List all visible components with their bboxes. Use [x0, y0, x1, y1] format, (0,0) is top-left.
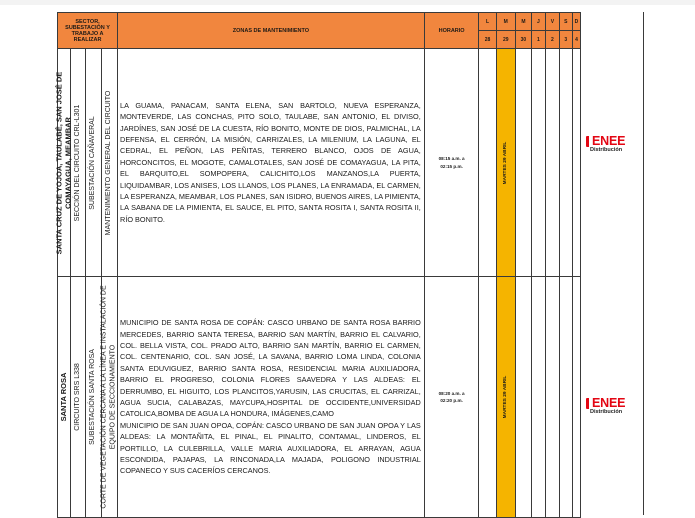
work-cell [101, 277, 117, 518]
substation-cell [85, 277, 101, 518]
sector-text: SANTA ROSA [58, 372, 68, 422]
time-end: 02:20 p.m. [440, 398, 463, 403]
enee-logo [586, 136, 625, 153]
zones-paragraph: MUNICIPIO DE SAN JUAN OPOA, COPÁN: CASCO URBANO DE SAN JUAN OPOA Y LAS ALDEAS: LA MONTAÑITA, EL PINAL, EL PINALITO, CONTAMAL, LINDEROS, EL PORTILLO, LA CULEBRILLA, VALLE MARIA AUXILIADORA, EL ARRAYAN, AGUA ESCONDIDA, PAJAPAS, LA RINCONADA,LA MAJADA, POLIGONO INDUSTRIAL COPANECO Y SUS CACERÍOS CERCANOS. [120, 420, 421, 476]
work-text: CORTE DE VEGETACIÓN CERCANA A LA LÍNEA E INSTALACIÓN DE EQUIPO DE SECCIONAMIENTO [100, 285, 117, 509]
time-start: 08:15 a.m. a [438, 156, 465, 161]
substation-text: SUBESTACIÓN CAÑAVERAL [89, 115, 97, 210]
table-row [58, 277, 643, 518]
substation-cell [85, 49, 101, 277]
enee-logo-mark-icon [586, 136, 591, 147]
header-day-number: 30 [515, 31, 531, 49]
header-day-letter: M [515, 13, 531, 31]
enee-logo-mark-icon [586, 398, 591, 409]
logo-subtitle: Distribución [590, 147, 623, 153]
day-cell [559, 49, 572, 277]
date-label: MARTES 29 ABRIL [502, 141, 508, 184]
work-cell [101, 49, 117, 277]
time-start: 08:20 a.m. a [438, 390, 465, 396]
sector-text: SANTA CRUZ DE YOJOA, TAULABÉ, SAN JOSÉ DE COMAYAGUA, MEAMBAR [54, 71, 72, 254]
schedule-time-cell [424, 277, 479, 518]
circuit-cell [70, 277, 85, 518]
header-day-number: 1 [531, 31, 545, 49]
header-day-letter: S [559, 13, 572, 31]
circuit-text: CIRCUITO SRS L338 [73, 363, 81, 431]
table-row [58, 49, 643, 277]
schedule-time-cell [424, 49, 479, 277]
page-top-strip [0, 0, 695, 5]
header-day-letter: V [545, 13, 559, 31]
day-cell [545, 49, 559, 277]
day-cell [545, 277, 559, 518]
header-sector: SECTOR, SUBESTACIÓN Y TRABAJO A REALIZAR [58, 13, 118, 49]
header-day-letter: D [572, 13, 581, 31]
logo-column [581, 13, 642, 518]
header-day-letter: L [479, 13, 496, 31]
header-day-letter: M [496, 13, 515, 31]
header-day-number: 28 [479, 31, 496, 49]
circuit-text: SECCIÓN DEL CIRCUITO CRL-L301 [73, 104, 81, 221]
day-cell [479, 49, 496, 277]
day-cell [531, 277, 545, 518]
day-cell [515, 49, 531, 277]
enee-logo [586, 398, 625, 415]
day-cell [572, 49, 581, 277]
table-right-border [643, 12, 644, 515]
logo-subtitle: Distribución [590, 409, 623, 415]
day-cell-highlighted [496, 277, 515, 518]
date-label: MARTES 29 ABRIL [502, 375, 508, 419]
day-cell [515, 277, 531, 518]
zones-cell [118, 277, 425, 518]
sector-cell [54, 49, 72, 277]
day-cell [572, 277, 581, 518]
circuit-cell [70, 49, 85, 277]
sector-cell [58, 277, 71, 518]
header-zonas: ZONAS DE MANTENIMIENTO [118, 13, 425, 49]
day-cell [559, 277, 572, 518]
header-horario: HORARIO [424, 13, 479, 49]
header-day-letter: J [531, 13, 545, 31]
day-cell-highlighted [496, 49, 515, 277]
logo-name: ENEE [592, 134, 626, 148]
zones-paragraph: LA GUAMA, PANACAM, SANTA ELENA, SAN BARTOLO, NUEVA ESPERANZA, MONTEVERDE, LAS CONCHAS, PITO SOLO, TAULABE, SAN ANTONIO, EL DIVISO, JARDÍNES, SAN JOSÉ DE LA CUESTA, RÍO BONITO, MONTE DE DIOS, PALMICHAL, LA DEFENSA, EL CERRÓN, LA MISIÓN, CARRIZALES, LA MILENIUM, LA LAGUNA, EL CEDRAL, EL PEÑON, LAS PEÑITAS, TERRERO BLANCO, OJOS DE AGUA, HORCONCITOS, EL MOGOTE, CAMALOTALES, SAN JOSÉ DE COMAYAGUA, LA PITA, EL BARQUITO,EL SOMPOPERA, CALICHITO,LOS MANZANOS,LA PUERTA, LIQUIDAMBAR, LOS ANISES, LOS LLANOS, LOS PLANES, LA ENRAMADA, EL CARMEN, LA ESPERANZA, MEAMBAR, LOS PLANES, SAN ISIDRO, BUENOS AIRES, LA PIMIENTA, LA SABANA DE LA PIMIENTA, EL SAUCE, EL PITO, SANTA ROSITA I, SANTA ROSITA II, RÍO BONITO. [120, 100, 421, 224]
header-day-number: 3 [559, 31, 572, 49]
header-day-number: 4 [572, 31, 581, 49]
substation-text: SUBESTACIÓN SANTA ROSA [89, 349, 97, 445]
maintenance-schedule-table [54, 12, 642, 518]
header-day-number: 2 [545, 31, 559, 49]
logo-name: ENEE [592, 396, 626, 410]
work-text: MANTENIMIENTO GENERAL DEL CIRCUITO [105, 90, 113, 235]
header-day-number: 29 [496, 31, 515, 49]
day-cell [531, 49, 545, 277]
zones-paragraph: MUNICIPIO DE SANTA ROSA DE COPÁN: CASCO URBANO DE SANTA ROSA BARRIO MERCEDES, BARRIO SANTA TERESA, BARRIO SAN MARTÍN, BARRIO EL CALVARIO, COL. BELLA VISTA, COL. PRADO ALTO, BARRIO SAN MARTÍN, BARRIO EL CARMEN, COL. CENTENARIO, COL. SAN JOSÉ, LA SAVANA, BARRIO LOMA LINDA, COLONIA SANTA EDUVIGUEZ, BARRIO SANTA ROSA, RESIDENCIAL MARIA AUXILIADORA, BARRIO EL PROGRESO, COLONIA FLORES SAAVEDRA Y LAS ALDEAS: EL DERRUMBO, EL HIGUITO, LOS PLANCITOS,YARUSIN, LAS CRUCITAS, EL CARRIZAL, AGUA SUCIA, CALABAZAS, MAYCUPA,HOSPITAL DE OCCIDENTE,UNIVERSIDAD CATOLICA,BOMBA DE AGUA LA HONDURA, IMÁGENES,CAMO [120, 318, 421, 419]
zones-cell [118, 49, 425, 277]
time-end: 02:15 p.m. [440, 163, 463, 169]
day-cell [479, 277, 496, 518]
